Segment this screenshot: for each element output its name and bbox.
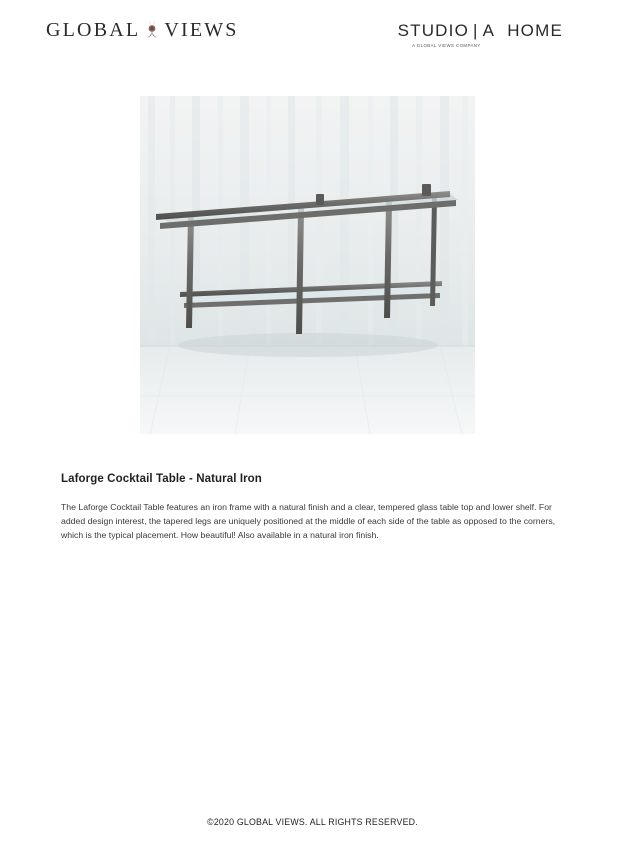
studio-letter-a: A xyxy=(482,21,496,40)
studio-a-block xyxy=(398,22,496,48)
studio-tagline: A GLOBAL VIEWS COMPANY xyxy=(412,42,481,48)
home-word: HOME xyxy=(507,21,563,40)
product-image xyxy=(140,96,475,434)
footer-copyright: ©2020 GLOBAL VIEWS. ALL RIGHTS RESERVED. xyxy=(207,817,418,827)
globe-flower-icon xyxy=(142,20,162,40)
global-views-logo[interactable] xyxy=(46,20,239,40)
studio-a-home-logo[interactable] xyxy=(398,22,563,48)
studio-divider: | xyxy=(473,21,479,40)
product-description: The Laforge Cocktail Table features an iron frame with a natural finish and a clear, tempered glass table top and lower shelf. For added design interest, the tapered legs are uniquely positioned at the middle of each side of the table as opposed to the corners, which is the typical placement. How beautiful! Also available in a natural iron finish. xyxy=(61,502,556,541)
logo-word-global: GLOBAL xyxy=(46,19,141,41)
page-header xyxy=(0,16,625,62)
product-photo-illustration xyxy=(140,96,475,434)
logo-word-views: VIEWS xyxy=(164,19,239,41)
studio-word: STUDIO xyxy=(397,21,470,40)
product-title: Laforge Cocktail Table - Natural Iron xyxy=(61,473,262,485)
